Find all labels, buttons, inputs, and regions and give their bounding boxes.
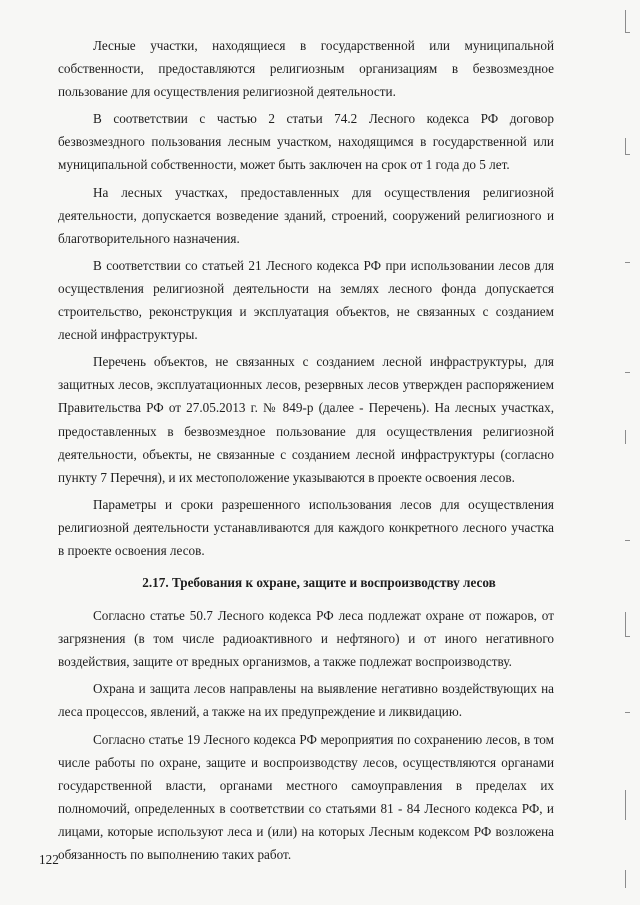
scan-edge-mark: [625, 138, 626, 154]
scan-edge-mark: [625, 636, 630, 637]
paragraph-objects-list: Перечень объектов, не связанных с созданием лесной инфраструктуры, для защитных лесов, эксплуатационных лесов, резервных лесов утвержден распоряжением Правительства РФ от 27.05.2013 г. № 849-р (далее - Перечень). На лесных участках, предоставленных в безвозмездное пользование для осуществления религиозной деятельности, объекты, не связанные с созданием лесной инфраструктуры (согласно пункту 7 Перечня), и их местоположение указываются в проекте освоения лесов.: [58, 354, 554, 485]
scan-edge-mark: [625, 540, 630, 541]
paragraph-use-parameters: Параметры и сроки разрешенного использования лесов для осуществления религиозной деятельности устанавливаются для каждого конкретного лесного участка в проекте освоения лесов.: [58, 496, 554, 558]
scan-edge-mark: [625, 10, 626, 32]
paragraph-article-19: Согласно статье 19 Лесного кодекса РФ мероприятия по сохранению лесов, в том числе работы по охране, защите и воспроизводству лесов, осуществляются органами государственной власти, органами местного самоуправления в пределах их полномочий, определенных в соответствии со статьями 81 - 84 Лесного кодекса РФ, и лицами, которые используют леса и (или) на которых Лесным кодексом РФ возложена обязанность по выполнению таких работ.: [58, 731, 554, 862]
document-page: [58, 34, 554, 870]
paragraph-protection-aims: Охрана и защита лесов направлены на выявление негативно воздействующих на леса процессов, явлений, а также на их предупреждение и ликвидацию.: [58, 681, 554, 720]
scan-edge-mark: [625, 790, 626, 820]
scan-edge-mark: [625, 154, 630, 155]
scan-edge-mark: [625, 32, 630, 33]
page-number: 122: [39, 852, 59, 867]
paragraph-free-use-term: В соответствии с частью 2 статьи 74.2 Лесного кодекса РФ договор безвозмездного пользования лесным участком, находящимся в государственной или муниципальной собственности, может быть заключен на срок от 1 года до 5 лет.: [58, 111, 554, 173]
scan-edge-mark: [625, 712, 630, 713]
paragraph-article-50-7: Согласно статье 50.7 Лесного кодекса РФ леса подлежат охране от пожаров, от загрязнения (в том числе радиоактивного и нефтяного) и от иного негативного воздействия, защите от вредных организмов, а также подлежат воспроизводству.: [58, 608, 554, 670]
scan-edge-mark: [625, 870, 626, 888]
scan-edge-mark: [625, 262, 630, 263]
scan-edge-mark: [625, 372, 630, 373]
scan-edge-mark: [625, 430, 626, 444]
paragraph-religious-land-provision: Лесные участки, находящиеся в государственной или муниципальной собственности, предоставляются религиозным организациям в безвозмездное пользование для осуществления религиозной деятельности.: [58, 38, 554, 100]
paragraph-religious-buildings: На лесных участках, предоставленных для осуществления религиозной деятельности, допускается возведение зданий, строений, сооружений религиозного и благотворительного назначения.: [58, 184, 554, 246]
section-heading: 2.17. Требования к охране, защите и воспроизводству лесов: [142, 575, 496, 591]
scan-edge-mark: [625, 612, 626, 636]
paragraph-article-21: В соответствии со статьей 21 Лесного кодекса РФ при использовании лесов для осуществления религиозной деятельности на землях лесного фонда допускается строительство, реконструкция и эксплуатация объектов, не связанных с созданием лесной инфраструктуры.: [58, 257, 554, 343]
